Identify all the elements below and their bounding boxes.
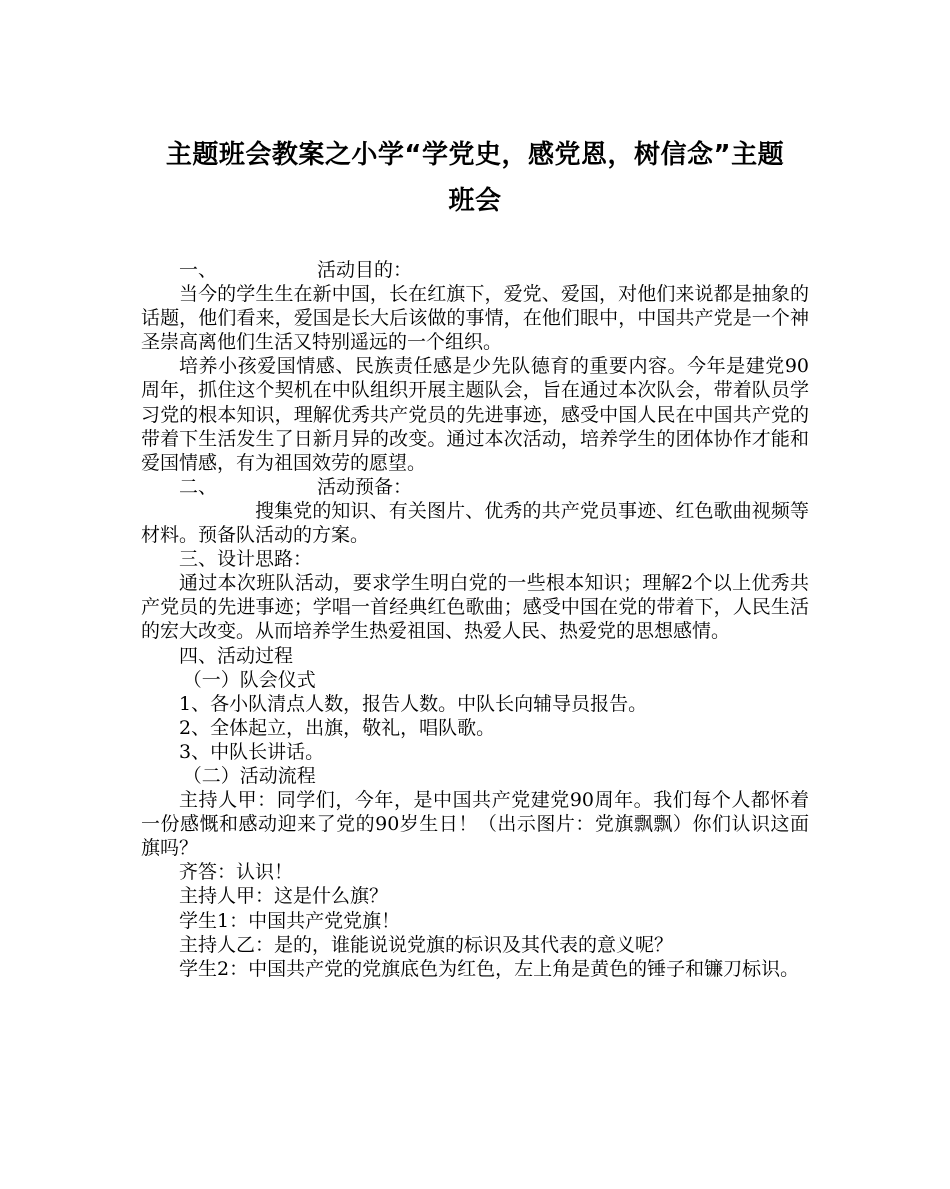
section-label: 活动目的： <box>317 259 413 281</box>
subsection-heading: （一）队会仪式 <box>182 668 316 691</box>
section-heading-design: 三、设计思路： <box>179 548 313 571</box>
subsection-heading: （二）活动流程 <box>182 764 316 787</box>
title-line-2: 班会 <box>448 186 502 216</box>
dialogue-line: 主持人甲：这是什么旗？ <box>179 885 389 908</box>
list-item: 3、中队长讲话。 <box>179 740 325 763</box>
section-heading-preparation <box>141 475 809 499</box>
dialogue-line: 学生1：中国共产党党旗！ <box>179 909 401 932</box>
paragraph: 培养小孩爱国情感、民族责任感是少先队德育的重要内容。今年是建党90周年，抓住这个契机在中队组织开展主题队会，旨在通过本次队会，带着队员学习党的根本知识，理解优秀共产党员的先进事迹，感受中国人民在中国共产党的带着下生活发生了日新月异的改变。通过本次活动，培养学生的团体协作才能和爱国情感，有为祖国效劳的愿望。 <box>141 355 809 474</box>
section-number: 二、 <box>179 475 218 498</box>
paragraph: 搜集党的知识、有关图片、优秀的共产党员事迹、红色歌曲视频等材料。预备队活动的方案。 <box>141 499 809 547</box>
section-heading-process: 四、活动过程 <box>179 644 294 667</box>
paragraph: 当今的学生生在新中国，长在红旗下，爱党、爱国，对他们来说都是抽象的话题，他们看来，爱国是长大后该做的事情，在他们眼中，中国共产党是一个神圣崇高离他们生活又特别遥远的一个组织。 <box>141 283 809 354</box>
document-title <box>140 132 810 224</box>
paragraph: 通过本次班队活动，要求学生明白党的一些根本知识；理解2个以上优秀共产党员的先进事迹；学唱一首经典红色歌曲；感受中国在党的带着下，人民生活的宏大改变。从而培养学生热爱祖国、热爱人民、热爱党的思想感情。 <box>141 572 809 643</box>
dialogue-line: 主持人甲：同学们，今年，是中国共产党建党90周年。我们每个人都怀着一份感慨和感动迎来了党的90岁生日！（出示图片：党旗飘飘）你们认识这面旗吗？ <box>141 789 809 860</box>
dialogue-line: 主持人乙：是的，谁能说说党旗的标识及其代表的意义呢？ <box>179 933 674 956</box>
dialogue-line: 齐答：认识！ <box>179 861 294 884</box>
section-label: 活动预备： <box>317 475 413 498</box>
dialogue-line: 学生2：中国共产党的党旗底色为红色，左上角是黄色的锤子和镰刀标识。 <box>179 957 800 980</box>
list-item: 1、各小队清点人数，报告人数。中队长向辅导员报告。 <box>179 692 648 715</box>
section-number: 一、 <box>179 259 218 281</box>
document-body <box>141 258 809 981</box>
title-line-1: 主题班会教案之小学“学党史，感党恩，树信念”主题 <box>165 140 785 170</box>
section-heading-purpose <box>141 258 809 282</box>
list-item: 2、全体起立，出旗，敬礼，唱队歌。 <box>179 716 496 739</box>
